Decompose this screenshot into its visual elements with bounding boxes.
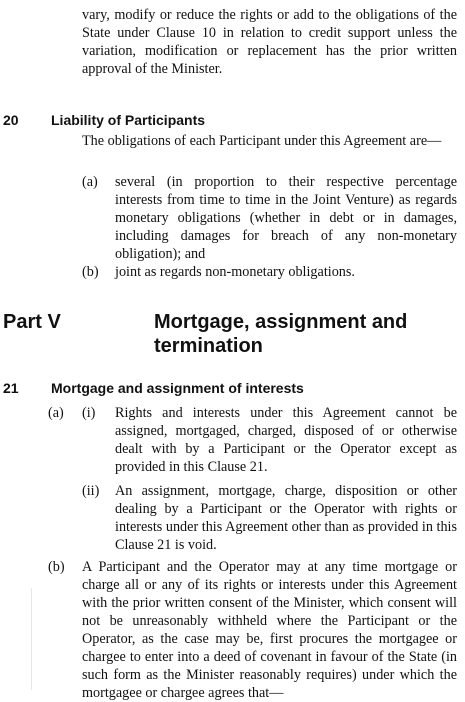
clause-21-a-ii-text: An assignment, mortgage, charge, disposition or other dealing by a Participant or the Operator with rights or interests under this Agreement other than as provided in this Clause 21 is void. bbox=[115, 483, 457, 553]
part-label: Part V bbox=[3, 311, 61, 333]
intro-paragraph: vary, modify or reduce the rights or add to the obligations of the State under Clause 10 in relation to credit support unless the variation, modification or replacement has the prior written approval of the Minister. bbox=[82, 7, 457, 77]
part-title: Mortgage, assignment and termination bbox=[154, 311, 408, 357]
clause-21-b-text: A Participant and the Operator may at any time mortgage or charge all or any of its rights or interests under this Agreement with the prior written consent of the Minister, which consent will not be unreasonably withheld where the Participant or the Operator, as the case may be, first procures the mortgagee or chargee to enter into a deed of covenant in favour of the State (in such form as the Minister reasonably requires) under which the mortgagee or chargee agrees that— bbox=[82, 559, 457, 701]
clause-20-lead: The obligations of each Participant under this Agreement are— bbox=[82, 133, 442, 149]
clause-20-item-b-label: (b) bbox=[82, 264, 99, 280]
clause-20-item-b-text: joint as regards non-monetary obligations. bbox=[115, 264, 355, 280]
clause-21-title: Mortgage and assignment of interests bbox=[51, 380, 304, 396]
clause-21-a-i-label: (i) bbox=[82, 405, 96, 421]
clause-21-a-label: (a) bbox=[48, 405, 64, 421]
clause-21-a-ii-label: (ii) bbox=[82, 483, 100, 499]
clause-21-b-label: (b) bbox=[48, 559, 65, 575]
clause-21-a-i-text: Rights and interests under this Agreement cannot be assigned, mortgaged, charged, disposed of or otherwise dealt with by a Participant or the Operator except as provided in this Clause 21. bbox=[115, 405, 457, 475]
clause-20-number: 20 bbox=[3, 112, 19, 128]
clause-20-item-a-text: several (in proportion to their respective percentage interests from time to time in the Joint Venture) as regards monetary obligations (whether in debt or in damages, including damages for breach of any non-monetary obligation); and bbox=[115, 174, 457, 262]
clause-21-number: 21 bbox=[3, 380, 19, 396]
clause-20-title: Liability of Participants bbox=[51, 112, 206, 128]
clause-20-item-a-label: (a) bbox=[82, 174, 98, 190]
margin-rule bbox=[31, 588, 32, 690]
